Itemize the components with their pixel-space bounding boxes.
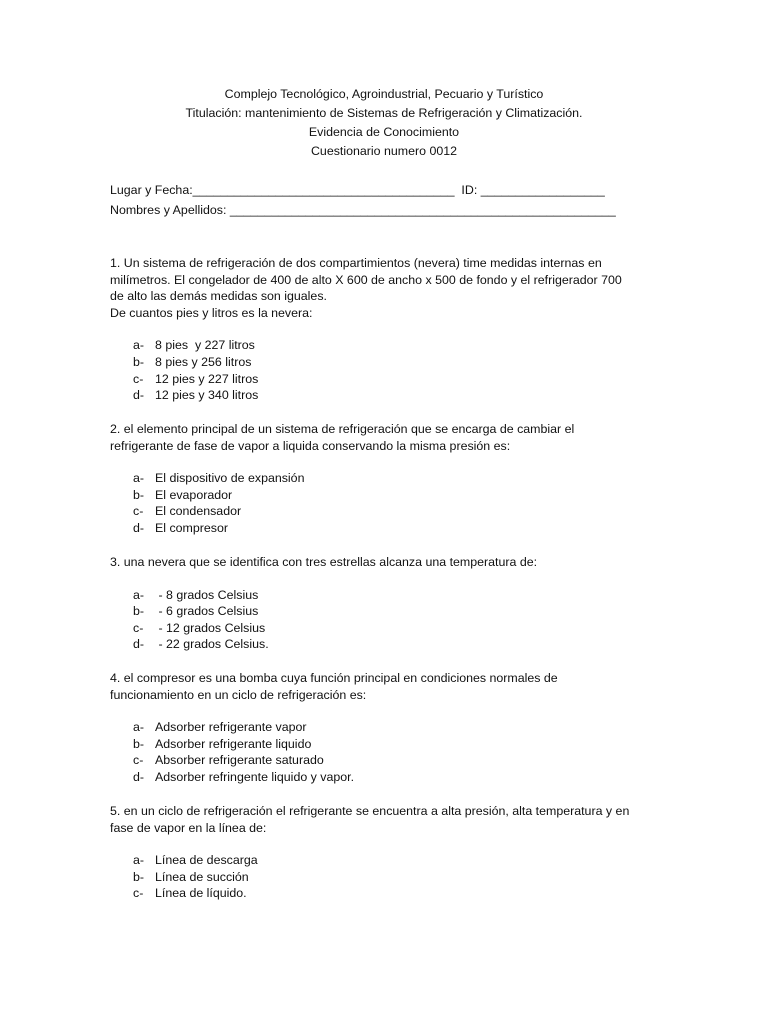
option-letter: a- — [133, 853, 145, 868]
option-letter: b- — [133, 869, 145, 884]
option-d — [110, 636, 635, 653]
option-b — [110, 487, 635, 504]
option-b — [110, 736, 635, 753]
question-3 — [110, 554, 635, 653]
id-label: ID: — [461, 183, 478, 197]
names-line: ________________________________________________________ — [229, 203, 616, 217]
option-text: 8 pies y 227 litros — [155, 338, 255, 353]
question-5 — [110, 803, 635, 902]
questionnaire-number: Cuestionario numero 0012 — [310, 144, 458, 158]
option-letter: a- — [133, 338, 145, 353]
option-c — [110, 371, 635, 388]
question-subtext: De cuantos pies y litros es la nevera: — [110, 305, 313, 320]
option-letter: b- — [133, 354, 145, 369]
option-text: Absorber refrigerante saturado — [155, 753, 324, 768]
question-text: 2. el elemento principal de un sistema de refrigeración que se encarga de cambiar el refrigerante de fase de vapor a liquida conservando la misma presión es: — [110, 422, 575, 453]
option-text: Línea de succión — [155, 869, 249, 884]
options-list — [110, 470, 635, 536]
option-text: 8 pies y 256 litros — [155, 354, 252, 369]
question-text: 1. Un sistema de refrigeración de dos compartimientos (nevera) time medidas internas en milímetros. El congelador de 400 de alto X 600 de ancho x 500 de fondo y el refrigerador 700 de alto las demás medidas son iguales. — [110, 256, 622, 304]
option-letter: a- — [133, 587, 145, 602]
option-c — [110, 752, 635, 769]
option-d — [110, 387, 635, 404]
question-4 — [110, 670, 635, 786]
option-letter: c- — [133, 371, 144, 386]
option-text: Adsorber refrigerante liquido — [155, 736, 312, 751]
option-letter: b- — [133, 487, 145, 502]
student-fields — [110, 180, 710, 220]
options-list — [110, 337, 635, 403]
option-c — [110, 885, 635, 902]
option-text: El condensador — [155, 504, 242, 519]
evidence-title: Evidencia de Conocimiento — [308, 125, 460, 139]
option-text: Adsorber refringente liquido y vapor. — [155, 769, 355, 784]
options-list — [110, 587, 635, 653]
option-text: 12 pies y 340 litros — [155, 388, 259, 403]
option-text: El compresor — [155, 520, 228, 535]
option-text: - 8 grados Celsius — [155, 587, 259, 602]
option-letter: c- — [133, 504, 144, 519]
option-text: Línea de descarga — [155, 853, 258, 868]
option-c — [110, 620, 635, 637]
institution-name: Complejo Tecnológico, Agroindustrial, Pecuario y Turístico — [224, 87, 544, 101]
option-d — [110, 769, 635, 786]
option-a — [110, 852, 635, 869]
option-letter: c- — [133, 753, 144, 768]
question-text: 4. el compresor es una bomba cuya función principal en condiciones normales de funcionamiento en un ciclo de refrigeración es: — [110, 671, 558, 702]
option-text: Línea de líquido. — [155, 886, 247, 901]
option-a — [110, 470, 635, 487]
options-list — [110, 719, 635, 785]
place-date-line: ______________________________________ — [192, 183, 455, 197]
place-date-row — [110, 180, 710, 200]
option-letter: d- — [133, 769, 145, 784]
question-text: 5. en un ciclo de refrigeración el refrigerante se encuentra a alta presión, alta temperatura y en fase de vapor en la línea de: — [110, 804, 630, 835]
option-text: El evaporador — [155, 487, 233, 502]
option-b — [110, 603, 635, 620]
option-b — [110, 354, 635, 371]
question-text: 3. una nevera que se identifica con tres estrellas alcanza una temperatura de: — [110, 555, 538, 569]
option-letter: b- — [133, 736, 145, 751]
place-date-label: Lugar y Fecha: — [110, 183, 193, 197]
document-header — [0, 85, 768, 161]
option-text: - 6 grados Celsius — [155, 604, 259, 619]
question-2 — [110, 421, 635, 537]
options-list — [110, 852, 635, 902]
option-text: - 22 grados Celsius. — [155, 637, 269, 652]
names-label: Nombres y Apellidos: — [110, 203, 227, 217]
option-letter: d- — [133, 388, 145, 403]
option-letter: d- — [133, 637, 145, 652]
option-text: Adsorber refrigerante vapor — [155, 720, 307, 735]
names-row — [110, 200, 710, 220]
option-d — [110, 520, 635, 537]
option-letter: b- — [133, 604, 145, 619]
option-c — [110, 503, 635, 520]
option-text: El dispositivo de expansión — [155, 471, 305, 486]
option-a — [110, 719, 635, 736]
option-text: - 12 grados Celsius — [155, 620, 266, 635]
program-title: Titulación: mantenimiento de Sistemas de Refrigeración y Climatización. — [185, 106, 583, 120]
question-1 — [110, 255, 635, 404]
option-letter: c- — [133, 620, 144, 635]
option-letter: c- — [133, 886, 144, 901]
option-letter: a- — [133, 720, 145, 735]
option-a — [110, 337, 635, 354]
option-letter: a- — [133, 471, 145, 486]
option-letter: d- — [133, 520, 145, 535]
option-text: 12 pies y 227 litros — [155, 371, 259, 386]
id-line: __________________ — [480, 183, 605, 197]
option-b — [110, 869, 635, 886]
option-a — [110, 587, 635, 604]
